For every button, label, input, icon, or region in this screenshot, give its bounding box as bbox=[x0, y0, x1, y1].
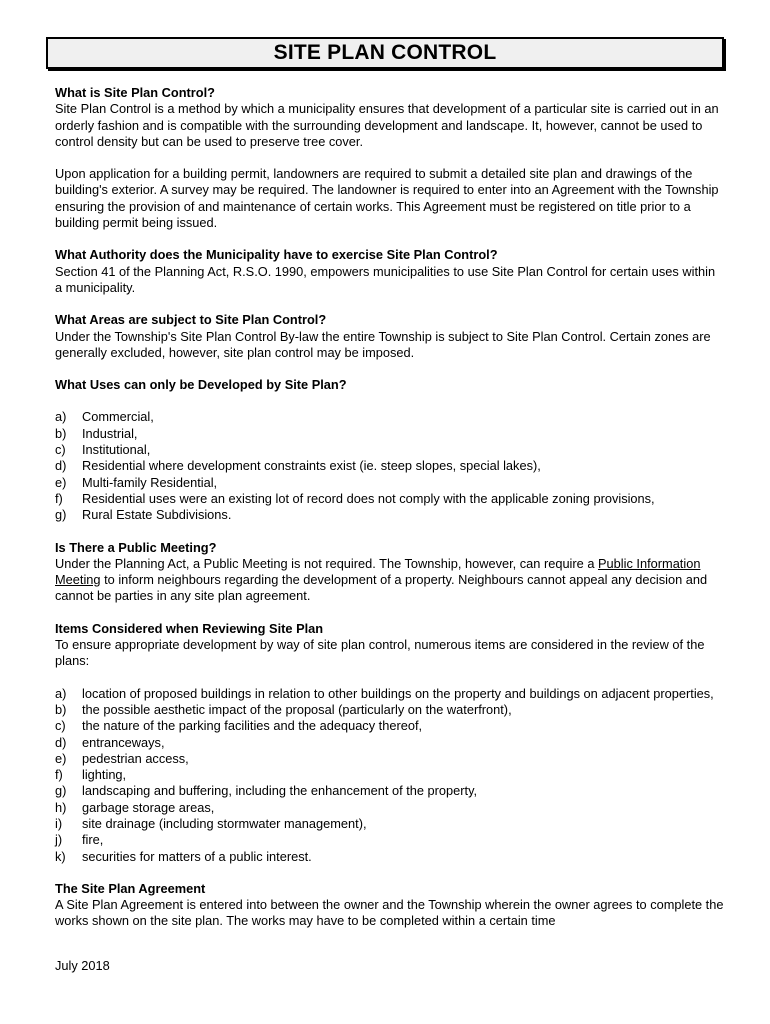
what-is-paragraph-2: Upon application for a building permit, landowners are required to submit a detailed site plan and drawings of the building's exterior. A survey may be required. The landowner is required to enter into an Agreement with the Township ensuring the provision of and maintenance of certain works. This Agreement must be registered on title prior to a building permit being issued. bbox=[55, 166, 719, 231]
list-item: d) entranceways, bbox=[55, 734, 165, 750]
list-item: b) the possible aesthetic impact of the proposal (particularly on the waterfront), bbox=[55, 701, 512, 717]
authority-paragraph: Section 41 of the Planning Act, R.S.O. 1990, empowers municipalities to use Site Plan Control for certain uses within a municipality. bbox=[55, 263, 716, 295]
list-item: c) Institutional, bbox=[55, 442, 151, 458]
section-heading-meeting: Is There a Public Meeting? bbox=[55, 539, 217, 555]
uses-list bbox=[55, 409, 725, 523]
list-item: b) Industrial, bbox=[55, 425, 138, 441]
section-heading-what-is: What is Site Plan Control? bbox=[55, 85, 215, 100]
footer-date: July 2018 bbox=[55, 958, 110, 973]
list-item: h) garbage storage areas, bbox=[55, 799, 215, 815]
items-considered-list bbox=[55, 686, 725, 865]
what-is-paragraph-1: Site Plan Control is a method by which a municipality ensures that development of a particular site is carried out in an orderly fashion and is compatible with the surrounding development and landscape. It, however, cannot be used to control density but can be used to preserve tree cover. bbox=[55, 101, 719, 149]
list-item: f) lighting, bbox=[55, 767, 127, 783]
list-item: c) the nature of the parking facilities and the adequacy thereof, bbox=[55, 718, 423, 734]
list-item: g) landscaping and buffering, including the enhancement of the property, bbox=[55, 783, 478, 799]
list-item: e) pedestrian access, bbox=[55, 750, 189, 766]
list-item: j) fire, bbox=[55, 832, 104, 848]
areas-paragraph: Under the Township's Site Plan Control By-law the entire Township is subject to Site Plan Control. Certain zones are generally excluded, however, site plan control may be imposed. bbox=[55, 328, 711, 360]
list-item: d) Residential where development constraints exist (ie. steep slopes, special lakes), bbox=[55, 458, 541, 474]
section-heading-areas: What Areas are subject to Site Plan Control? bbox=[55, 312, 327, 328]
list-item: a) location of proposed buildings in relation to other buildings on the property and buildings on adjacent properties, bbox=[55, 685, 714, 701]
document-body bbox=[55, 85, 725, 930]
agreement-paragraph: A Site Plan Agreement is entered into between the owner and the Township wherein the owner agrees to complete the works shown on the site plan. The works may have to be completed within a certain time bbox=[55, 897, 724, 929]
public-information-meeting-link: Public Information Meeting bbox=[55, 555, 701, 588]
section-heading-items-considered: Items Considered when Reviewing Site Plan bbox=[55, 620, 324, 636]
page-title: SITE PLAN CONTROL bbox=[46, 37, 724, 69]
list-item: i) site drainage (including stormwater management), bbox=[55, 815, 367, 831]
section-heading-agreement: The Site Plan Agreement bbox=[55, 880, 206, 896]
meeting-paragraph: Under the Planning Act, a Public Meeting is not required. The Township, however, can require a Public Information Meeting to inform neighbours regarding the development of a property. Neighbours cannot appeal any decision and cannot be parties in any site plan agreement. bbox=[55, 555, 708, 604]
list-item: k) securities for matters of a public interest. bbox=[55, 848, 312, 864]
list-item: f) Residential uses were an existing lot of record does not comply with the applicable zoning provisions, bbox=[55, 490, 655, 506]
section-heading-authority: What Authority does the Municipality have to exercise Site Plan Control? bbox=[55, 247, 498, 263]
items-considered-intro: To ensure appropriate development by way of site plan control, numerous items are considered in the review of the plans: bbox=[55, 637, 705, 669]
list-item: e) Multi-family Residential, bbox=[55, 474, 218, 490]
list-item: a) Commercial, bbox=[55, 409, 154, 425]
section-heading-uses: What Uses can only be Developed by Site Plan? bbox=[55, 377, 347, 393]
list-item: g) Rural Estate Subdivisions. bbox=[55, 507, 232, 523]
